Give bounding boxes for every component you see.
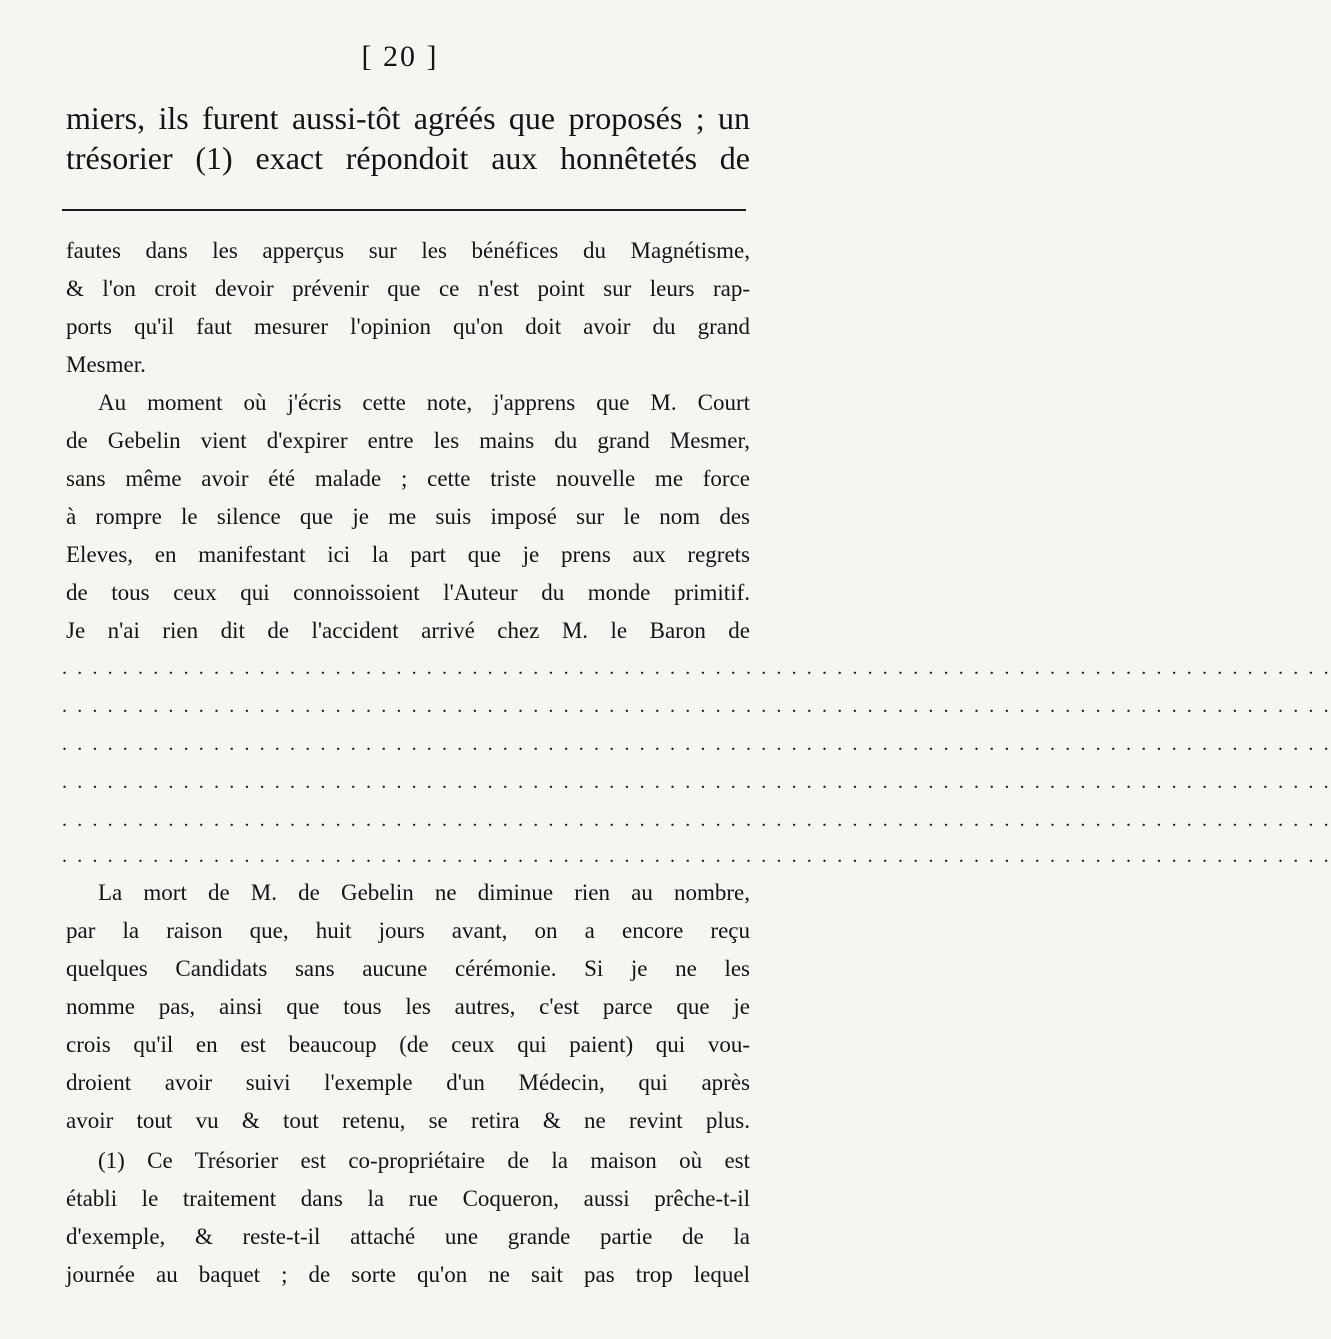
- ellipsis-dot-row: . . . . . . . . . . . . . . . . . . . . . . . . . . . . . . . . . . . . . . . . . . . . . . . . . . . . . . . . . . . . . . . . . . . . . . . . . . . . . . . . . . . .: [62, 771, 1331, 793]
- ellipsis-dot-row: . . . . . . . . . . . . . . . . . . . . . . . . . . . . . . . . . . . . . . . . . . . . . . . . . . . . . . . . . . . . . . . . . . . . . . . . . . . . . . . . . . . .: [62, 695, 1331, 717]
- main-text-line-2: trésorier (1) exact répondoit aux honnêtetés de: [66, 140, 750, 176]
- footnote-1-line-1: (1) Ce Trésorier est co-propriétaire de la maison où est: [98, 1148, 750, 1173]
- note-line-5: Au moment où j'écris cette note, j'apprens que M. Court: [98, 390, 750, 415]
- ellipsis-dot-row: . . . . . . . . . . . . . . . . . . . . . . . . . . . . . . . . . . . . . . . . . . . . . . . . . . . . . . . . . . . . . . . . . . . . . . . . . . . . . . . . . . . .: [62, 845, 1331, 867]
- ellipsis-dot-row: . . . . . . . . . . . . . . . . . . . . . . . . . . . . . . . . . . . . . . . . . . . . . . . . . . . . . . . . . . . . . . . . . . . . . . . . . . . . . . . . . . . .: [62, 809, 1331, 831]
- note-line-9: Eleves, en manifestant ici la part que je prens aux regrets: [66, 542, 750, 567]
- footnote-1-line-3: d'exemple, & reste-t-il attaché une grande partie de la: [66, 1224, 750, 1249]
- note-line-16: crois qu'il en est beaucoup (de ceux qui paient) qui vou-: [66, 1032, 750, 1057]
- note-line-4: Mesmer.: [66, 352, 146, 377]
- note-line-2: & l'on croit devoir prévenir que ce n'est point sur leurs rap-: [66, 276, 750, 301]
- note-line-10: de tous ceux qui connoissoient l'Auteur du monde primitif.: [66, 580, 750, 605]
- footnote-1-line-4: journée au baquet ; de sorte qu'on ne sait pas trop lequel: [66, 1262, 750, 1287]
- footnote-separator-rule: [62, 209, 746, 211]
- note-line-7: sans même avoir été malade ; cette triste nouvelle me force: [66, 466, 750, 491]
- footnote-1-line-2: établi le traitement dans la rue Coqueron, aussi prêche-t-il: [66, 1186, 750, 1211]
- page-number: [ 20 ]: [361, 40, 439, 73]
- note-line-14: quelques Candidats sans aucune cérémonie. Si je ne les: [66, 956, 750, 981]
- note-line-18: avoir tout vu & tout retenu, se retira & ne revint plus.: [66, 1108, 750, 1133]
- ellipsis-dot-row: . . . . . . . . . . . . . . . . . . . . . . . . . . . . . . . . . . . . . . . . . . . . . . . . . . . . . . . . . . . . . . . . . . . . . . . . . . . . . . . . . . . .: [62, 657, 1331, 679]
- note-line-1: fautes dans les apperçus sur les bénéfices du Magnétisme,: [66, 238, 750, 263]
- note-line-15: nomme pas, ainsi que tous les autres, c'est parce que je: [66, 994, 750, 1019]
- ellipsis-dot-row: . . . . . . . . . . . . . . . . . . . . . . . . . . . . . . . . . . . . . . . . . . . . . . . . . . . . . . . . . . . . . . . . . . . . . . . . . . . . . . . . . . . .: [62, 733, 1331, 755]
- note-line-17: droient avoir suivi l'exemple d'un Médecin, qui après: [66, 1070, 750, 1095]
- note-line-11: Je n'ai rien dit de l'accident arrivé chez M. le Baron de: [66, 618, 750, 643]
- note-line-13: par la raison que, huit jours avant, on a encore reçu: [66, 918, 750, 943]
- main-text-line-1: miers, ils furent aussi-tôt agréés que proposés ; un: [66, 100, 750, 136]
- note-line-12: La mort de M. de Gebelin ne diminue rien au nombre,: [98, 880, 750, 905]
- note-line-6: de Gebelin vient d'expirer entre les mains du grand Mesmer,: [66, 428, 750, 453]
- note-line-3: ports qu'il faut mesurer l'opinion qu'on doit avoir du grand: [66, 314, 750, 339]
- note-line-8: à rompre le silence que je me suis imposé sur le nom des: [66, 504, 750, 529]
